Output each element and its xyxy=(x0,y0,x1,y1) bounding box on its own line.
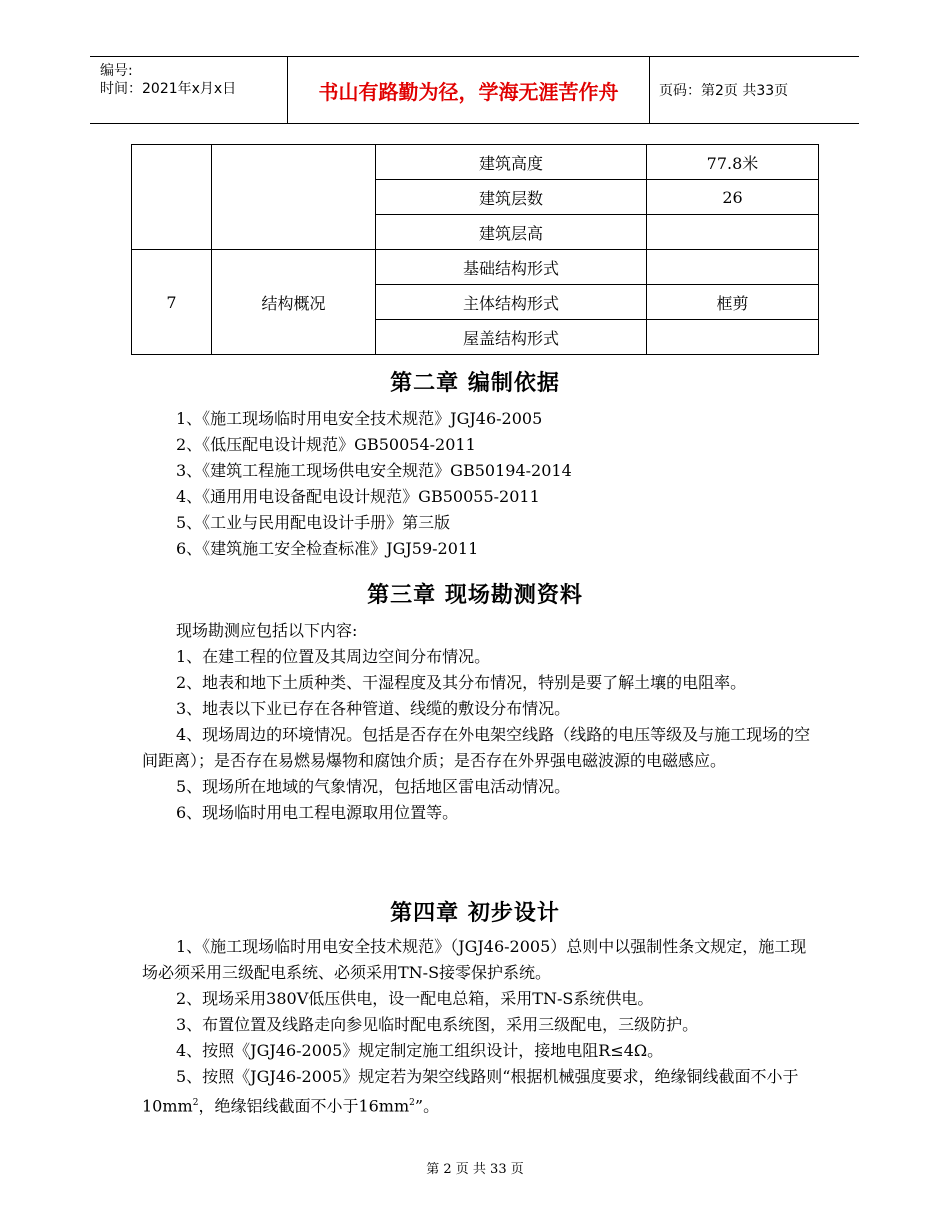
item5-text: ”。 xyxy=(414,1096,440,1116)
chapter3-list xyxy=(142,618,814,826)
list-item: 4、《通用用电设备配电设计规范》GB50055-2011 xyxy=(176,487,540,506)
table-cell-value: 26 xyxy=(647,180,819,215)
table-cell-label: 基础结构形式 xyxy=(376,250,647,285)
header-page-info: 页码：第2页 共33页 xyxy=(659,83,789,99)
table-cell-label: 建筑层高 xyxy=(376,215,647,250)
chapter2-list xyxy=(142,406,814,562)
item5-text: ，绝缘铝线截面不小于16mm xyxy=(198,1096,410,1116)
list-item: 2、现场采用380V低压供电，设一配电总箱，采用TN-S系统供电。 xyxy=(176,989,654,1008)
list-item: 5、现场所在地域的气象情况，包括地区雷电活动情况。 xyxy=(176,777,571,796)
chapter3-title: 第三章 现场勘测资料 xyxy=(367,583,583,608)
chapter4-list xyxy=(142,934,814,1119)
superscript: 2 xyxy=(192,1098,199,1108)
item5-text: 5、按照《JGJ46-2005》规定若为架空线路则“根据机械强度要求，绝缘铜线截面不小于10mm xyxy=(142,1067,799,1116)
table-cell-label: 主体结构形式 xyxy=(376,285,647,320)
list-item: 4、按照《JGJ46-2005》规定制定施工组织设计，接地电阻R≤4Ω。 xyxy=(176,1041,664,1060)
list-item: 3、布置位置及线路走向参见临时配电系统图，采用三级配电，三级防护。 xyxy=(176,1015,699,1034)
list-item: 1、《施工现场临时用电安全技术规范》（JGJ46-2005）总则中以强制性条文规定，施工现场必须采用三级配电系统、必须采用TN-S接零保护系统。 xyxy=(142,937,807,982)
table-cell-empty xyxy=(132,145,212,250)
number-label: 编号: xyxy=(100,63,133,79)
table-row xyxy=(132,145,819,180)
list-item: 1、在建工程的位置及其周边空间分布情况。 xyxy=(176,647,491,666)
header-motto: 书山有路勤为径，学海无涯苦作舟 xyxy=(287,57,650,123)
list-item: 3、地表以下业已存在各种管道、线缆的敷设分布情况。 xyxy=(176,699,571,718)
list-item: 5、《工业与民用配电设计手册》第三版 xyxy=(176,513,451,532)
table-cell-value: 77.8米 xyxy=(647,145,819,180)
chapter2-title: 第二章 编制依据 xyxy=(390,371,560,396)
list-item xyxy=(142,1064,814,1119)
table-cell-label: 建筑高度 xyxy=(376,145,647,180)
list-item: 2、地表和地下土质种类、干湿程度及其分布情况，特别是要了解土壤的电阻率。 xyxy=(176,673,747,692)
table-cell-index: 7 xyxy=(132,250,212,355)
table-row xyxy=(132,250,819,285)
intro-text: 现场勘测应包括以下内容: xyxy=(176,621,358,640)
chapter4-title: 第四章 初步设计 xyxy=(390,901,560,926)
page-header xyxy=(90,56,859,124)
table-cell-value xyxy=(647,320,819,355)
table-cell-empty xyxy=(212,145,376,250)
page-footer: 第 2 页 共 33 页 xyxy=(426,1162,524,1177)
table-cell-value: 框剪 xyxy=(647,285,819,320)
list-item: 3、《建筑工程施工现场供电安全规范》GB50194-2014 xyxy=(176,461,572,480)
list-item: 6、《建筑施工安全检查标准》JGJ59-2011 xyxy=(176,539,479,558)
time-label: 时间：2021年x月x日 xyxy=(100,81,237,97)
list-item: 6、现场临时用电工程电源取用位置等。 xyxy=(176,803,459,822)
table-cell-group: 结构概况 xyxy=(212,250,376,355)
building-info-table xyxy=(131,144,819,355)
table-cell-value xyxy=(647,215,819,250)
header-meta xyxy=(90,57,287,123)
table-cell-label: 屋盖结构形式 xyxy=(376,320,647,355)
list-item: 2、《低压配电设计规范》GB50054-2011 xyxy=(176,435,476,454)
superscript: 2 xyxy=(409,1098,415,1108)
list-item: 1、《施工现场临时用电安全技术规范》JGJ46-2005 xyxy=(176,409,543,428)
table-cell-value xyxy=(647,250,819,285)
list-item: 4、现场周边的环境情况。包括是否存在外电架空线路（线路的电压等级及与施工现场的空间距离）；是否存在易燃易爆物和腐蚀介质；是否存在外界强电磁波源的电磁感应。 xyxy=(142,725,811,770)
table-cell-label: 建筑层数 xyxy=(376,180,647,215)
